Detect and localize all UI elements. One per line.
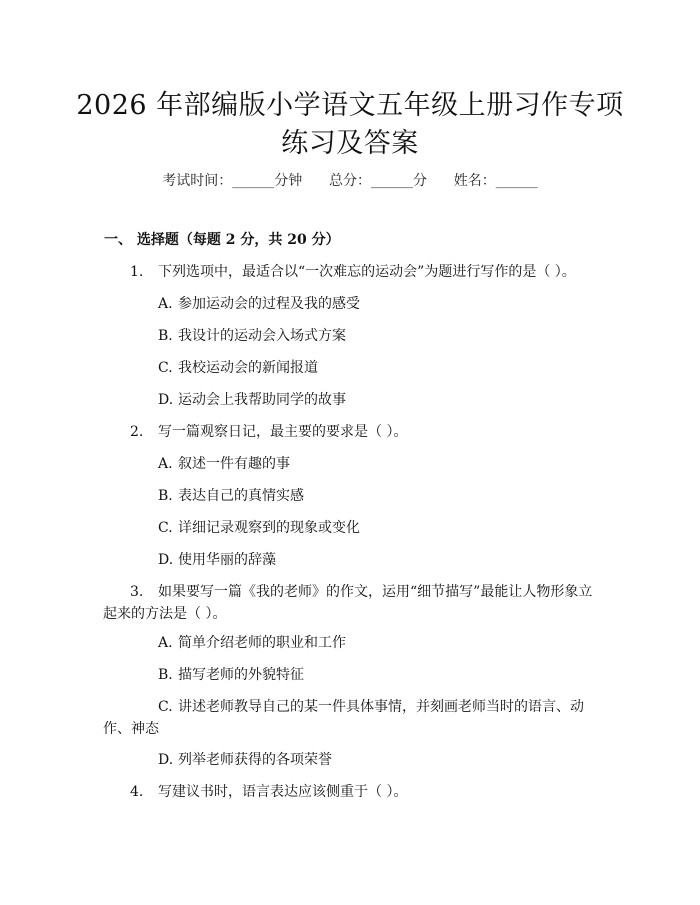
- option-2c: [158, 517, 360, 537]
- option-text: 参加运动会的过程及我的感受: [178, 296, 360, 312]
- option-label: A.: [158, 635, 173, 651]
- option-text: 运动会上我帮助同学的故事: [178, 392, 346, 408]
- question-3-continued: 起来的方法是（ ）。: [103, 606, 227, 622]
- option-label: A.: [158, 456, 173, 472]
- option-label: A.: [158, 296, 173, 312]
- option-label: D.: [158, 392, 174, 408]
- question-number: 2.: [130, 424, 144, 440]
- option-text: 描写老师的外貌特征: [178, 667, 304, 683]
- option-text: 详细记录观察到的现象或变化: [178, 520, 360, 536]
- question-text: 写一篇观察日记，最主要的要求是（ ）。: [158, 424, 408, 440]
- option-text: 列举老师获得的各项荣誉: [178, 752, 332, 768]
- question-text: 写建议书时，语言表达应该侧重于（ ）。: [158, 784, 408, 800]
- question-number: 4.: [130, 784, 144, 800]
- option-3c-continued: 作、神态: [103, 721, 159, 737]
- option-2b: [158, 485, 304, 505]
- option-text: 表达自己的真情实感: [178, 488, 304, 504]
- question-4: [130, 781, 407, 801]
- option-1d: [158, 389, 346, 409]
- option-1b: [158, 325, 346, 345]
- option-2a: [158, 453, 290, 473]
- option-3a: [158, 632, 346, 652]
- option-3b: [158, 664, 304, 684]
- document-title-line-2: 练习及答案: [281, 128, 419, 159]
- question-text: 如果要写一篇《我的老师》的作文，运用“细节描写”最能让人物形象立: [158, 584, 593, 600]
- question-text: 下列选项中，最适合以“一次难忘的运动会”为题进行写作的是（ ）。: [158, 264, 576, 280]
- question-number: 1.: [130, 264, 144, 280]
- option-1a: [158, 293, 360, 313]
- option-1c: [158, 357, 318, 377]
- option-2d: [158, 549, 276, 569]
- exam-info-line: 考试时间：______分钟 总分：______分 姓名：______: [162, 173, 538, 189]
- option-label: D.: [158, 752, 174, 768]
- option-label: C.: [158, 520, 173, 536]
- question-number: 3.: [130, 584, 144, 600]
- question-1: [130, 261, 576, 281]
- option-text: 我校运动会的新闻报道: [178, 360, 318, 376]
- question-2: [130, 421, 407, 441]
- option-text: 简单介绍老师的职业和工作: [178, 635, 346, 651]
- section-heading: 一、 选择题（每题 2 分，共 20 分）: [104, 232, 340, 248]
- option-label: B.: [158, 488, 173, 504]
- option-3c: [158, 696, 584, 716]
- option-text: 我设计的运动会入场式方案: [178, 328, 346, 344]
- option-3d: [158, 749, 332, 769]
- option-text: 使用华丽的辞藻: [178, 552, 276, 568]
- option-label: B.: [158, 328, 173, 344]
- option-label: B.: [158, 667, 173, 683]
- option-label: D.: [158, 552, 174, 568]
- document-title-line-1: 2026 年部编版小学语文五年级上册习作专项: [76, 90, 624, 121]
- question-3: [130, 581, 592, 601]
- option-text: 讲述老师教导自己的某一件具体事情，并刻画老师当时的语言、动: [178, 699, 584, 715]
- option-label: C.: [158, 360, 173, 376]
- option-label: C.: [158, 699, 173, 715]
- option-text: 叙述一件有趣的事: [178, 456, 290, 472]
